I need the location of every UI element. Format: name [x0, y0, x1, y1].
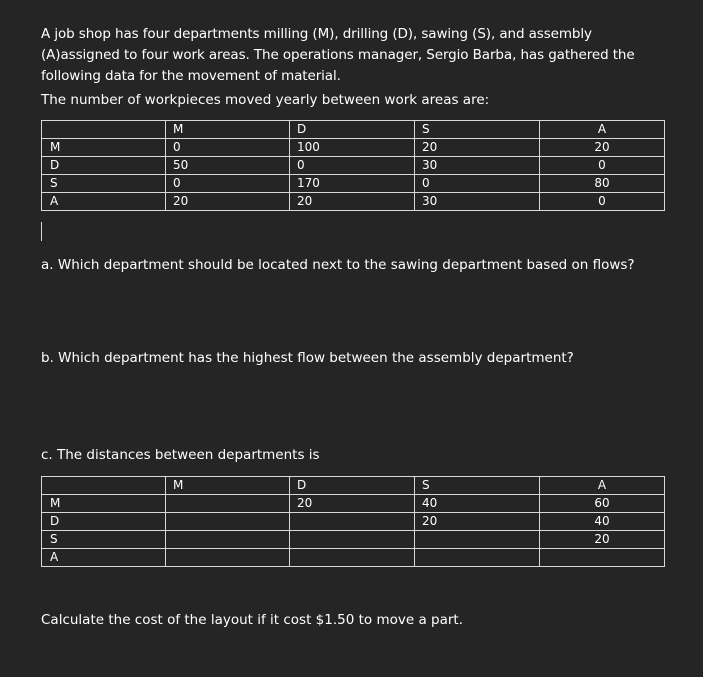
table-cell: 20 [415, 139, 540, 157]
table-row [42, 549, 665, 567]
table-cell [166, 531, 290, 549]
table-cell: 20 [290, 495, 415, 513]
flow-table-intro: The number of workpieces moved yearly between work areas are: [41, 92, 490, 108]
table-cell: 0 [166, 175, 290, 193]
text-cursor [41, 222, 42, 241]
row-label: A [42, 549, 166, 567]
table-cell: 30 [415, 157, 540, 175]
table-header-cell: M [166, 121, 290, 139]
table-cell: 50 [166, 157, 290, 175]
cost-question: Calculate the cost of the layout if it cost $1.50 to move a part. [41, 612, 464, 628]
table-header-cell: A [540, 121, 665, 139]
table-cell: 30 [415, 193, 540, 211]
table-row [42, 495, 665, 513]
table-cell [166, 495, 290, 513]
row-label: A [42, 193, 166, 211]
row-label: M [42, 139, 166, 157]
table-cell: 40 [540, 513, 665, 531]
question-a: a. Which department should be located next to the sawing department based on flows? [41, 257, 635, 273]
table-header-cell [42, 121, 166, 139]
row-label: D [42, 513, 166, 531]
table-cell: 0 [415, 175, 540, 193]
row-label: S [42, 531, 166, 549]
table-cell [540, 549, 665, 567]
table-header-cell: D [290, 121, 415, 139]
table-row [42, 513, 665, 531]
table-row [42, 531, 665, 549]
table-cell: 40 [415, 495, 540, 513]
table-cell: 0 [290, 157, 415, 175]
table-header-cell: D [290, 477, 415, 495]
table-header-cell: S [415, 477, 540, 495]
table-cell [415, 549, 540, 567]
table-row [42, 139, 665, 157]
question-b: b. Which department has the highest flow between the assembly department? [41, 350, 574, 366]
table-cell [290, 513, 415, 531]
table-cell: 20 [540, 139, 665, 157]
table-cell: 80 [540, 175, 665, 193]
table-cell: 0 [540, 157, 665, 175]
table-row [42, 193, 665, 211]
row-label: M [42, 495, 166, 513]
table-cell [166, 549, 290, 567]
table-cell: 170 [290, 175, 415, 193]
table-header-row [42, 121, 665, 139]
table-row [42, 175, 665, 193]
table-cell: 60 [540, 495, 665, 513]
table-cell: 20 [415, 513, 540, 531]
table-header-row [42, 477, 665, 495]
table-cell [290, 531, 415, 549]
row-label: S [42, 175, 166, 193]
table-cell: 20 [290, 193, 415, 211]
distance-table [41, 476, 665, 567]
table-cell [415, 531, 540, 549]
table-cell: 20 [166, 193, 290, 211]
table-cell: 100 [290, 139, 415, 157]
table-cell: 0 [540, 193, 665, 211]
table-row [42, 157, 665, 175]
problem-intro: A job shop has four departments milling (M), drilling (D), sawing (S), and assembly (A)assigned to four work areas. The operations manager, Sergio Barba, has gathered the following data for the movement of material. [41, 26, 635, 84]
table-cell: 0 [166, 139, 290, 157]
table-cell [166, 513, 290, 531]
table-header-cell: S [415, 121, 540, 139]
table-header-cell [42, 477, 166, 495]
table-header-cell: A [540, 477, 665, 495]
table-cell [290, 549, 415, 567]
table-cell: 20 [540, 531, 665, 549]
row-label: D [42, 157, 166, 175]
flow-table [41, 120, 665, 211]
question-c: c. The distances between departments is [41, 447, 320, 463]
table-header-cell: M [166, 477, 290, 495]
